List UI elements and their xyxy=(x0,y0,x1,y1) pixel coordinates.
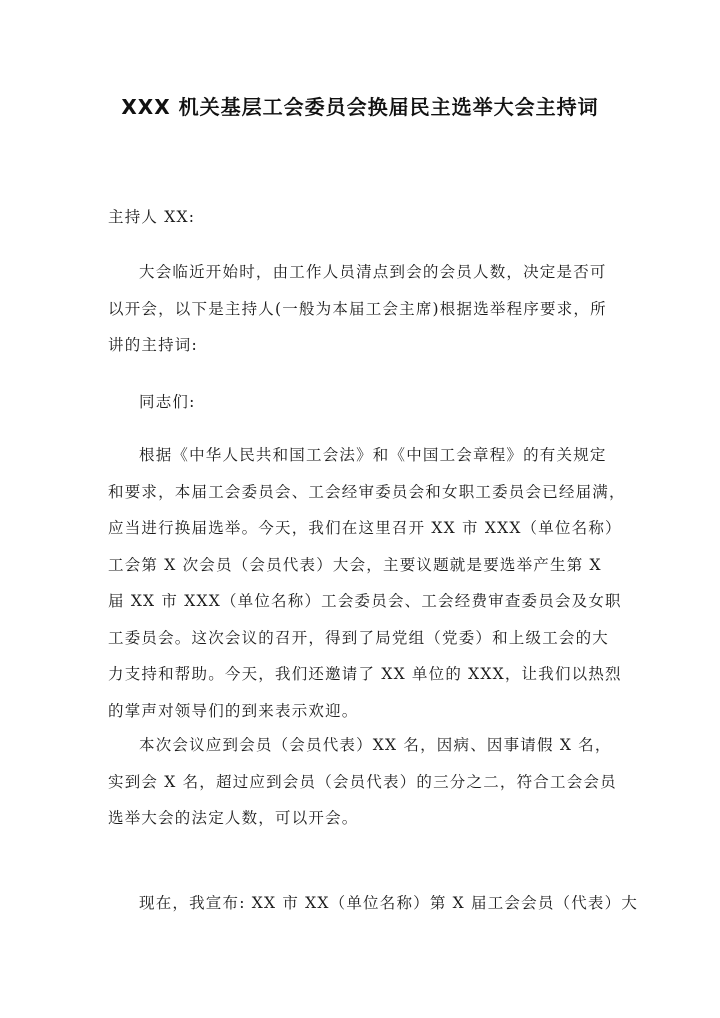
paragraph-line: 工委员会。这次会议的召开，得到了局党组（党委）和上级工会的大 xyxy=(108,628,610,647)
paragraph-line: 和要求，本届工会委员会、工会经审委员会和女职工委员会已经届满， xyxy=(108,482,626,501)
paragraph-line: 届 XX 市 XXX（单位名称）工会委员会、工会经费审查委员会及女职 xyxy=(108,592,622,610)
paragraph-line: 现在，我宣布: XX 市 XX（单位名称）第 X 届工会会员（代表）大 xyxy=(139,894,639,912)
paragraph-line: 力支持和帮助。今天，我们还邀请了 XX 单位的 XXX，让我们以热烈 xyxy=(108,665,622,683)
paragraph-line: 以开会，以下是主持人(一般为本届工会主席)根据选举程序要求，所 xyxy=(108,299,607,318)
document-title: XXX 机关基层工会委员会换届民主选举大会主持词 xyxy=(121,95,599,119)
paragraph-line: 大会临近开始时，由工作人员清点到会的会员人数，决定是否可 xyxy=(139,263,607,281)
paragraph-line: 讲的主持词: xyxy=(108,336,198,354)
host-line xyxy=(108,199,612,236)
paragraph-attendance xyxy=(108,727,617,837)
paragraph-line: 本次会议应到会员（会员代表）XX 名，因病、因事请假 X 名， xyxy=(139,736,612,754)
paragraph-line: 根据《中华人民共和国工会法》和《中国工会章程》的有关规定 xyxy=(139,446,607,464)
paragraph-announcement xyxy=(108,885,639,922)
paragraph-background xyxy=(108,437,626,729)
host-line-text: 主持人 XX: xyxy=(108,208,196,226)
paragraph-line: 实到会 X 名，超过应到会员（会员代表）的三分之二，符合工会会员 xyxy=(108,772,617,791)
paragraph-line: 应当进行换届选举。今天，我们在这里召开 XX 市 XXX（单位名称） xyxy=(108,519,622,537)
paragraph-line: 工会第 X 次会员（会员代表）大会，主要议题就是要选举产生第 X xyxy=(108,555,602,574)
greeting xyxy=(108,384,612,421)
paragraph-line: 选举大会的法定人数，可以开会。 xyxy=(108,809,359,827)
greeting-text: 同志们: xyxy=(139,393,196,411)
paragraph-opening xyxy=(108,254,612,364)
paragraph-line: 的掌声对领导们的到来表示欢迎。 xyxy=(108,701,359,720)
